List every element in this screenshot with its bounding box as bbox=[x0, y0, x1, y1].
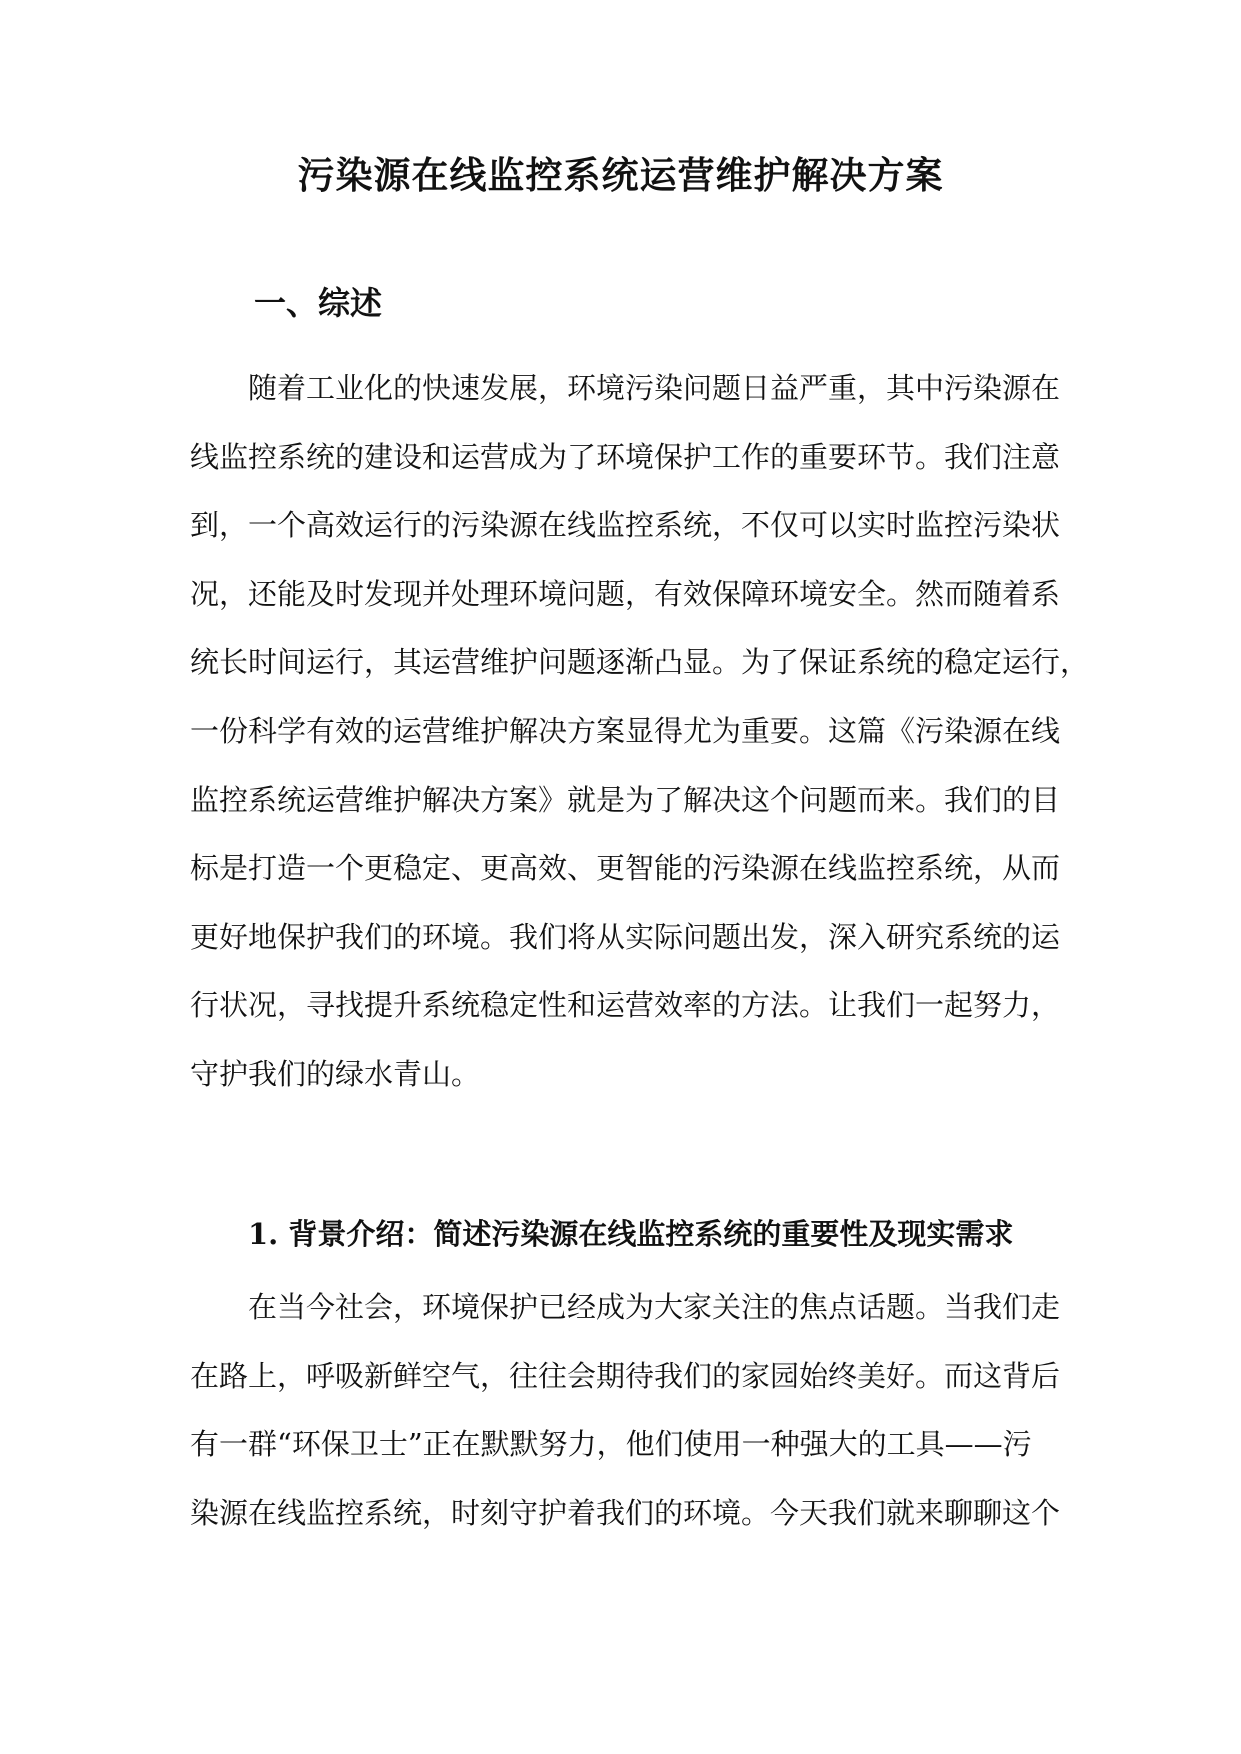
paragraph-line: 标是打造一个更稳定、更高效、更智能的污染源在线监控系统，从而 bbox=[190, 851, 1061, 886]
paragraph-line: 更好地保护我们的环境。我们将从实际问题出发，深入研究系统的运 bbox=[190, 919, 1061, 954]
section-heading-overview: 一、综述 bbox=[254, 284, 383, 322]
paragraph-line: 线监控系统的建设和运营成为了环境保护工作的重要环节。我们注意 bbox=[190, 439, 1061, 474]
paragraph-line: 随着工业化的快速发展，环境污染问题日益严重，其中污染源在 bbox=[248, 371, 1061, 405]
document-title: 污染源在线监控系统运营维护解决方案 bbox=[297, 153, 944, 197]
paragraph-line: 到，一个高效运行的污染源在线监控系统，不仅可以实时监控污染状 bbox=[190, 508, 1061, 543]
paragraph-line: 况，还能及时发现并处理环境问题，有效保障环境安全。然而随着系 bbox=[190, 576, 1061, 611]
paragraph-line: 在当今社会，环境保护已经成为大家关注的焦点话题。当我们走 bbox=[248, 1290, 1061, 1324]
paragraph-line: 有一群“环保卫士”正在默默努力，他们使用一种强大的工具——污 bbox=[190, 1427, 1032, 1462]
paragraph-line: 在路上，呼吸新鲜空气，往往会期待我们的家园始终美好。而这背后 bbox=[190, 1358, 1061, 1393]
paragraph-line: 守护我们的绿水青山。 bbox=[190, 1056, 481, 1091]
background-paragraph bbox=[190, 1273, 1060, 1547]
paragraph-line: 统长时间运行，其运营维护问题逐渐凸显。为了保证系统的稳定运行， bbox=[190, 645, 1090, 680]
paragraph-line: 监控系统运营维护解决方案》就是为了解决这个问题而来。我们的目 bbox=[190, 782, 1061, 817]
paragraph-line: 一份科学有效的运营维护解决方案显得尤为重要。这篇《污染源在线 bbox=[190, 713, 1061, 748]
overview-paragraph bbox=[190, 354, 1090, 1109]
subsection-heading-background: 1. 背景介绍：简述污染源在线监控系统的重要性及现实需求 bbox=[248, 1217, 1014, 1251]
paragraph-line: 行状况，寻找提升系统稳定性和运营效率的方法。让我们一起努力， bbox=[190, 988, 1061, 1023]
paragraph-line: 染源在线监控系统，时刻守护着我们的环境。今天我们就来聊聊这个 bbox=[190, 1495, 1061, 1530]
